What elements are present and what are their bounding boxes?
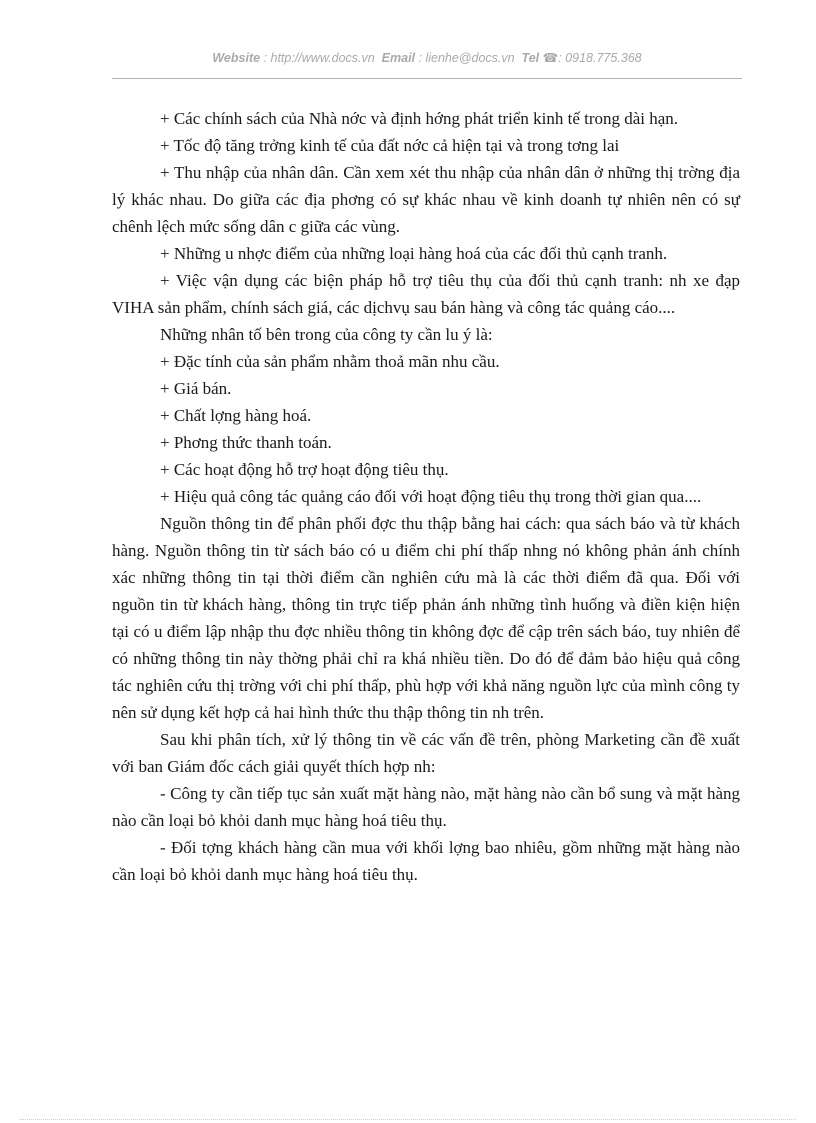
footer-divider — [20, 1119, 796, 1120]
page-header — [112, 50, 742, 65]
phone-icon: ☎ — [542, 51, 559, 65]
document-body — [112, 105, 740, 888]
paragraph: + Hiệu quả công tác quảng cáo đối với hoạt động tiêu thụ trong thời gian qua.... — [160, 487, 702, 506]
paragraph: + Đặc tính của sản phẩm nhằm thoả mãn nhu cầu. — [160, 352, 500, 371]
website-label: Website — [212, 51, 261, 65]
paragraph: + Các chính sách của Nhà nớc và định hớng phát triển kinh tế trong dài hạn. — [160, 109, 679, 128]
email-value: : lienhe@docs.vn — [418, 51, 515, 65]
paragraph: + Các hoạt động hỗ trợ hoạt động tiêu thụ. — [160, 460, 449, 479]
paragraph: + Những u nhợc điểm của những loại hàng hoá của các đối thủ cạnh tranh. — [160, 244, 668, 263]
paragraph: Sau khi phân tích, xử lý thông tin về các vấn đề trên, phòng Marketing cần đề xuất với ban Giám đốc cách giải quyết thích hợp nh: — [112, 730, 740, 776]
paragraph: Nguồn thông tin để phân phối đợc thu thập bằng hai cách: qua sách báo và từ khách hàng. Nguồn thông tin từ sách báo có u điểm chi phí thấp nhng nó không phản ánh chính xác những thông tin tại thời điểm cần nghiên cứu mà là các thời điểm đã qua. Đối với nguồn tin từ khách hàng, thông tin trực tiếp phản ánh những tình huống và điền kiện hiện tại có u điểm lập nhập thu đợc nhiều thông tin không đợc để cập trên sách báo, tuy nhiên để có những thông tin này thờng phải chỉ ra khá nhiều tiền. Do đó để đảm bảo hiệu quả công tác nghiên cứu thị trờng với chi phí thấp, phù hợp với khả năng nguồn lực của mình công ty nên sử dụng kết hợp cả hai hình thức thu thập thông tin nh trên. — [112, 514, 740, 722]
paragraph: + Việc vận dụng các biện pháp hỗ trợ tiêu thụ của đối thủ cạnh tranh: nh xe đạp VIHA sản phẩm, chính sách giá, các dịchvụ sau bán hàng và công tác quảng cáo.... — [112, 271, 740, 317]
header-divider — [112, 78, 742, 79]
tel-label: Tel — [521, 51, 540, 65]
paragraph: - Công ty cần tiếp tục sản xuất mặt hàng nào, mặt hàng nào cần bổ sung và mặt hàng nào cần loại bỏ khỏi danh mục hàng hoá tiêu thụ. — [112, 784, 740, 830]
email-label: Email — [381, 51, 416, 65]
tel-value: : 0918.775.368 — [558, 51, 642, 65]
paragraph: + Chất lợng hàng hoá. — [160, 406, 312, 425]
website-value: : http://www.docs.vn — [263, 51, 375, 65]
paragraph: + Phơng thức thanh toán. — [160, 433, 332, 452]
paragraph: + Thu nhập của nhân dân. Cần xem xét thu nhập của nhân dân ở những thị trờng địa lý khác nhau. Do giữa các địa phơng có sự khác nhau về kinh doanh tự nhiên nên có sự chênh lệch mức sống dân c giữa các vùng. — [112, 163, 740, 236]
paragraph: Những nhân tố bên trong của công ty cần lu ý là: — [160, 325, 493, 344]
paragraph: + Giá bán. — [160, 379, 232, 398]
paragraph: + Tốc độ tăng trởng kinh tế của đất nớc cả hiện tại và trong tơng lai — [160, 136, 620, 155]
paragraph: - Đối tợng khách hàng cần mua với khối lợng bao nhiêu, gồm những mặt hàng nào cần loại bỏ khỏi danh mục hàng hoá tiêu thụ. — [112, 838, 740, 884]
